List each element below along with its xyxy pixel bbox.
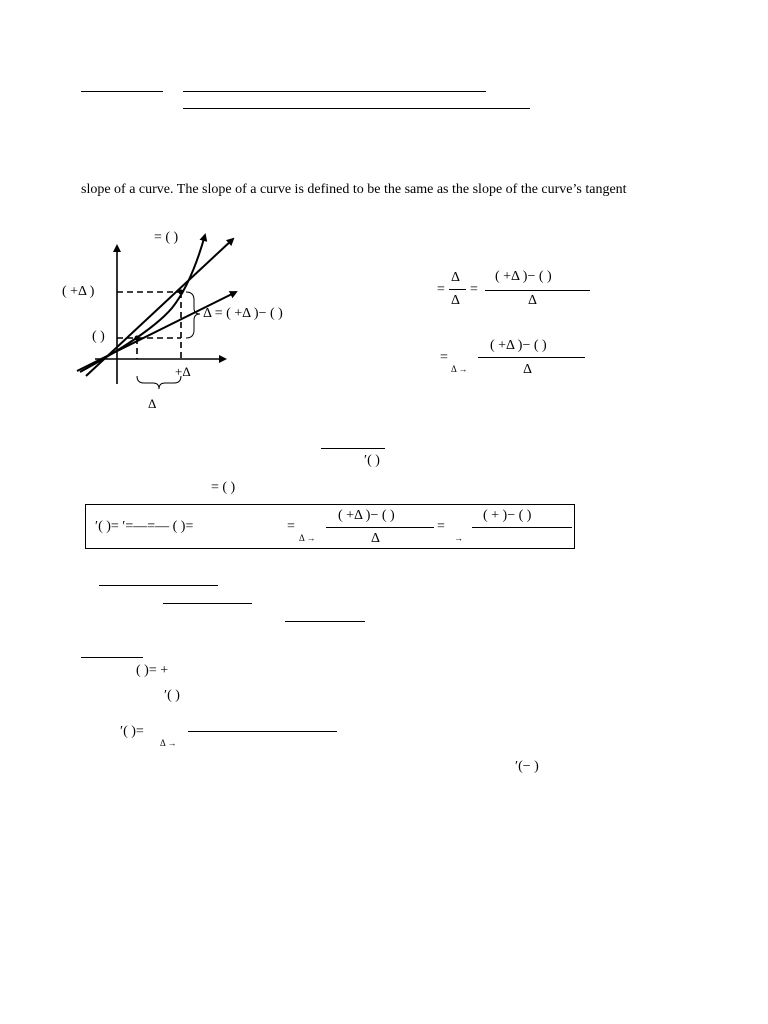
boxed-fraction-bar-1 bbox=[326, 527, 434, 528]
header-rule-right-2 bbox=[183, 108, 530, 109]
point-upper bbox=[179, 290, 184, 295]
boxed-equals-1: = bbox=[287, 519, 295, 534]
example-tail-mark: ′(− ) bbox=[515, 759, 539, 774]
middle-function-def: = ( ) bbox=[211, 480, 236, 495]
graph-curve-label: = ( ) bbox=[154, 230, 179, 245]
graph-y-lower-label: ( ) bbox=[92, 329, 105, 344]
boxed-fraction-bar-2 bbox=[472, 527, 572, 528]
tangent-fraction-bar bbox=[478, 357, 585, 358]
middle-derivative-mark: ′( ) bbox=[364, 453, 380, 468]
example-derivative-mark: ′( ) bbox=[164, 688, 180, 703]
tangent-lead-equals: = bbox=[440, 350, 448, 365]
boxed-left-expression: ′( )= ′=—=— ( )= bbox=[95, 519, 194, 534]
secant-ratio-numerator: Δ bbox=[451, 270, 461, 285]
graph-x-upper-label: +Δ bbox=[175, 364, 191, 379]
lower-rule-2 bbox=[163, 603, 252, 604]
example-limit-subscript: Δ → bbox=[160, 738, 177, 748]
boxed-limit-subscript-1: Δ → bbox=[299, 533, 316, 543]
example-limit-left: ′( )= bbox=[120, 724, 144, 739]
lower-rule-4 bbox=[81, 657, 143, 658]
boxed-denominator-1: Δ bbox=[371, 531, 381, 546]
example-function: ( )= + bbox=[136, 663, 169, 678]
point-lower bbox=[135, 336, 140, 341]
secant-ratio-bar bbox=[449, 289, 466, 290]
header-rule-left bbox=[81, 91, 163, 92]
tangent-numerator: ( +Δ )− ( ) bbox=[490, 338, 547, 353]
secant-fraction-bar bbox=[485, 290, 590, 291]
boxed-equals-2: = bbox=[437, 519, 445, 534]
secant-numerator: ( +Δ )− ( ) bbox=[495, 269, 552, 284]
tangent-denominator: Δ bbox=[523, 362, 533, 377]
secant-equals: = bbox=[470, 282, 478, 297]
lower-rule-1 bbox=[99, 585, 218, 586]
secant-lead-equals: = bbox=[437, 282, 445, 297]
boxed-limit-subscript-2: → bbox=[454, 533, 463, 543]
example-fraction-bar bbox=[188, 731, 337, 732]
lower-rule-3 bbox=[285, 621, 365, 622]
tangent-limit-subscript: Δ → bbox=[451, 364, 468, 374]
function-curve bbox=[80, 235, 205, 372]
header-rule-right-1 bbox=[183, 91, 486, 92]
secant-denominator: Δ bbox=[528, 293, 538, 308]
secant-ratio-denominator: Δ bbox=[451, 293, 461, 308]
graph-y-upper-label: ( +Δ ) bbox=[62, 284, 95, 299]
middle-rule bbox=[321, 448, 385, 449]
graph-x-delta-label: Δ bbox=[148, 396, 157, 411]
boxed-numerator-2: ( + )− ( ) bbox=[483, 508, 532, 523]
boxed-numerator-1: ( +Δ )− ( ) bbox=[338, 508, 395, 523]
graph-rise-label: Δ = ( +Δ )− ( ) bbox=[203, 306, 283, 321]
intro-sentence: slope of a curve. The slope of a curve is defined to be the same as the slope of the curve’s tangent bbox=[81, 182, 627, 197]
